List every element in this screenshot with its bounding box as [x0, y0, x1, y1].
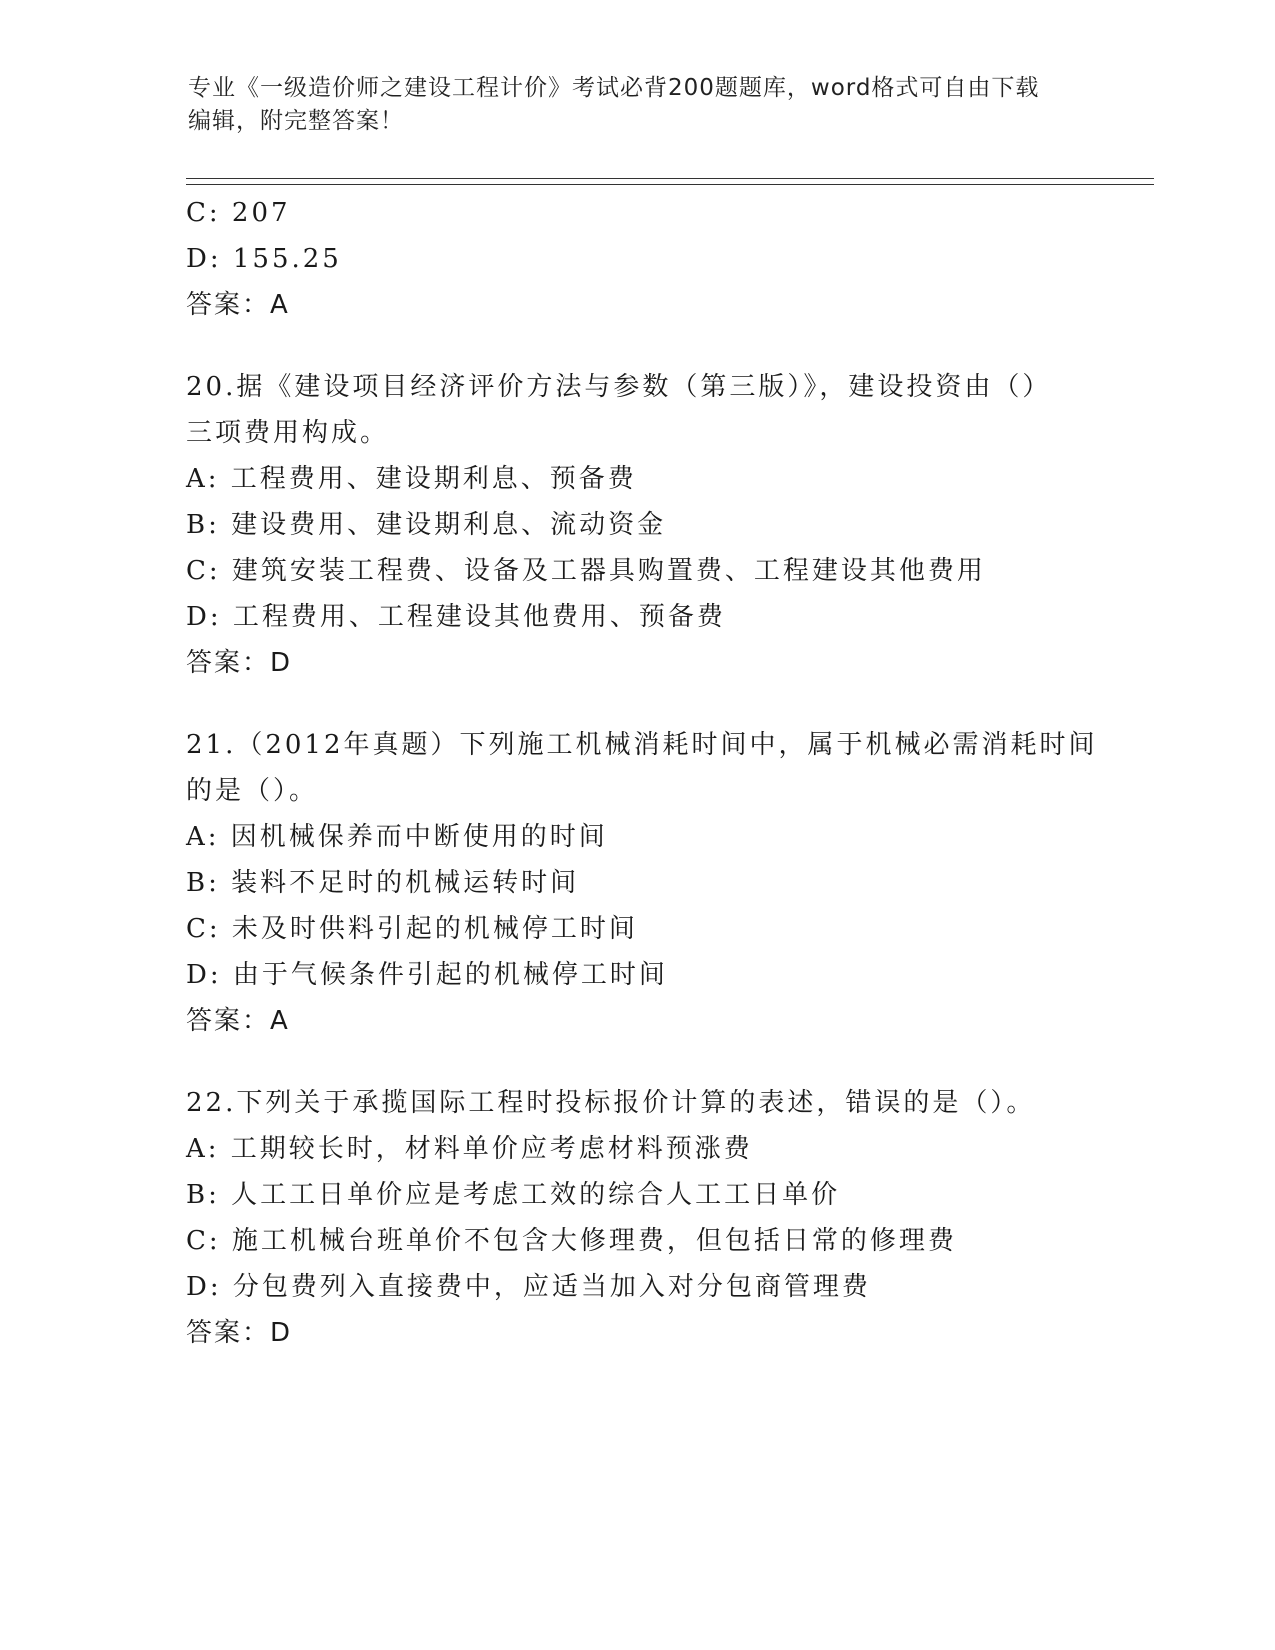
option-d: D: 由于气候条件引起的机械停工时间: [186, 960, 668, 990]
answer-line: 答案：D: [186, 648, 293, 678]
question-list: [186, 190, 1146, 1356]
option-c: C: 207: [186, 198, 291, 228]
header-title-line-1: 专业《一级造价师之建设工程计价》考试必背200题题库，word格式可自由下载: [188, 75, 1040, 101]
option-c: C: 建筑安装工程费、设备及工器具购置费、工程建设其他费用: [186, 556, 986, 586]
answer-line: 答案：A: [186, 290, 290, 320]
option-b: B: 装料不足时的机械运转时间: [186, 868, 580, 898]
option-b: B: 人工工日单价应是考虑工效的综合人工工日单价: [186, 1180, 841, 1210]
option-c: C: 未及时供料引起的机械停工时间: [186, 914, 638, 944]
question-stem-line: 三项费用构成。: [186, 418, 390, 448]
header-divider: [186, 178, 1154, 185]
answer-line: 答案：D: [186, 1318, 293, 1348]
option-a: A: 因机械保养而中断使用的时间: [186, 822, 608, 852]
option-a: A: 工期较长时，材料单价应考虑材料预涨费: [186, 1134, 753, 1164]
document-header: [188, 72, 1088, 138]
question-stem-line: 的是（）。: [186, 776, 319, 806]
question-20: [186, 364, 1146, 686]
option-a: A: 工程费用、建设期利息、预备费: [186, 464, 637, 494]
option-c: C: 施工机械台班单价不包含大修理费，但包括日常的修理费: [186, 1226, 957, 1256]
option-d: D: 工程费用、工程建设其他费用、预备费: [186, 602, 726, 632]
question-22: [186, 1080, 1146, 1356]
option-d: D: 155.25: [186, 244, 342, 274]
option-d: D: 分包费列入直接费中，应适当加入对分包商管理费: [186, 1272, 871, 1302]
question-21: [186, 722, 1146, 1044]
header-title-line-2: 编辑，附完整答案！: [188, 108, 404, 134]
option-b: B: 建设费用、建设期利息、流动资金: [186, 510, 667, 540]
answer-line: 答案：A: [186, 1006, 290, 1036]
prev-question-tail: [186, 190, 1146, 328]
question-stem-line: 20.据《建设项目经济评价方法与参数（第三版）》，建设投资由（）: [186, 372, 1052, 402]
question-stem-line: 22.下列关于承揽国际工程时投标报价计算的表述，错误的是（）。: [186, 1088, 1036, 1118]
question-stem-line: 21.（2012年真题）下列施工机械消耗时间中，属于机械必需消耗时间: [186, 730, 1098, 760]
